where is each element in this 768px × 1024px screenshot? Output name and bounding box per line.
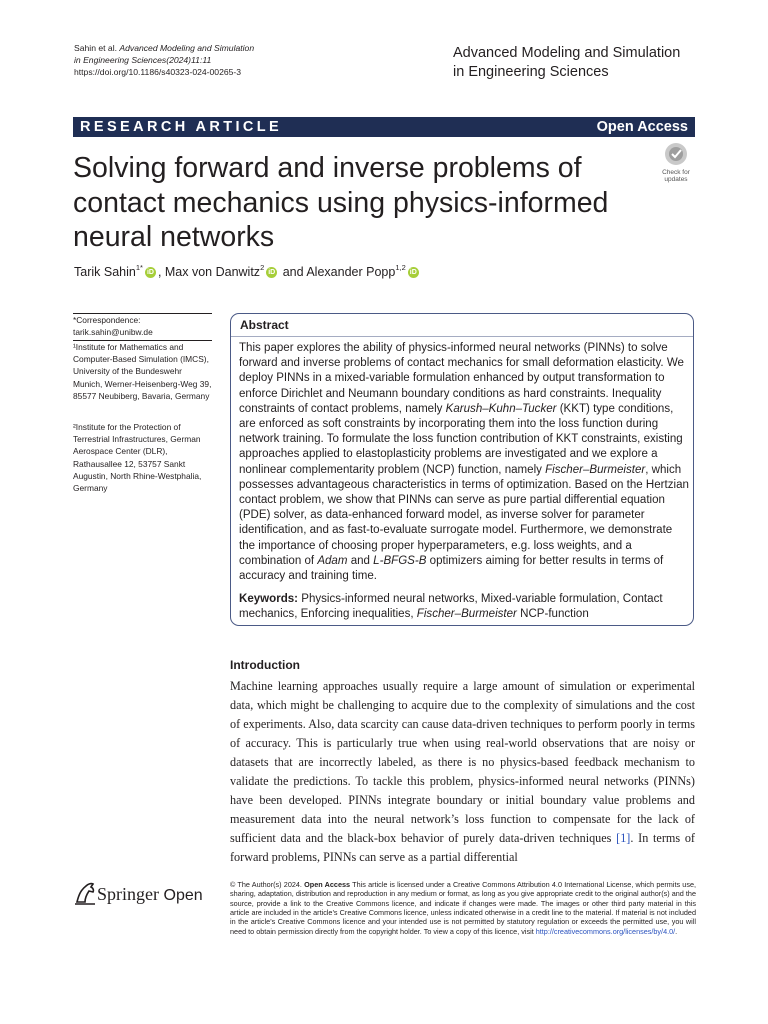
author-list: [74, 265, 421, 279]
keywords-text: Physics-informed neural networks, Mixed-variable formulation, Contact mechanics, Enforcing inequalities,: [239, 593, 663, 621]
journal-name-line2: in Engineering Sciences: [453, 64, 609, 80]
abstract-term: Adam: [317, 554, 348, 567]
springer-horse-icon: [73, 880, 97, 906]
license-body: This article is licensed under a Creative Commons Attribution 4.0 International License, which permits use, sharing, adaptation, distribution and reproduction in any medium or format, as long as you give appropriate credit to the original author(s) and the source, provide a link to the Creative Commons licence, and indicate if changes were made. The images or other third party material in this article are included in the article’s Creative Commons licence, unless indicated otherwise in a credit line to the material. If material is not included in the article’s Creative Commons licence and your intended use is not permitted by statutory regulation or exceeds the permitted use, you will need to obtain permission directly from the copyright holder. To view a copy of this licence, visit: [230, 880, 697, 936]
abstract-text-part: , which possesses advantageous characteristics in terms of optimization. Based on the Hertzian contact problem, we show that PINNs can serve as pure partial differential equation (PDE) solver, as data-enhanced forward model, as inverse solver for parameter identification, and as fast-to-evaluate surrogate model. Furthermore, we demonstrate the importance of choosing proper hyperparameters, e.g. loss weights, and a combination of: [239, 463, 689, 567]
introduction-text: [230, 677, 695, 867]
intro-text-part: Machine learning approaches usually require a large amount of simulation or experimental data, which might be challenging to acquire due to the complexity of simulations and the cost of experiments. Also, data scarcity can cause data-driven techniques to perform poorly in terms of accuracy. This is particularly true when using real-world observations that are noisy or datasets that are incorrectly labeled, as there is no physics-based feedback mechanism to validate the predictions. To tackle this problem, physics-informed neural networks (PINNs) have been developed. PINNs integrate boundary or initial boundary value problems and measurement data into the neural network’s loss function to compensate for the lack of sufficient data and the black-box behavior of purely data-driven techniques: [230, 679, 695, 845]
keywords-term: Fischer–Burmeister: [416, 608, 517, 621]
keywords: [239, 592, 689, 623]
keywords-label: Keywords:: [239, 593, 299, 605]
doi-link[interactable]: https://doi.org/10.1186/s40323-024-00265-3: [74, 67, 242, 77]
journal-name: [453, 44, 713, 82]
intro-text-part: . In terms of forward problems, PINNs can serve as a partial differential: [230, 830, 695, 864]
citation-volume: in Engineering Sciences(2024)11:11: [74, 55, 212, 65]
citation-journal: Advanced Modeling and Simulation: [119, 43, 255, 53]
abstract-divider: [231, 336, 693, 337]
citation-block: [74, 42, 334, 78]
keywords-tail: NCP-function: [516, 608, 589, 621]
author-name[interactable]: , Max von Danwitz: [157, 265, 261, 279]
abstract-text-part: and: [347, 554, 374, 567]
springer-wordmark: [97, 884, 203, 905]
orcid-icon[interactable]: iD: [409, 269, 417, 277]
journal-name-line1: Advanced Modeling and Simulation: [453, 45, 681, 61]
license-copyright: © The Author(s) 2024.: [230, 880, 305, 889]
correspondence-email[interactable]: tarik.sahin@unibw.de: [73, 327, 153, 338]
abstract-text-part: This paper explores the ability of physics-informed neural networks (PINNs) to solve forward and inverse problems of contact mechanics for small deformation elasticity. We deploy PINNs in a mixed-variable formulation enhanced by output transformation to enforce Dirichlet and Neumann boundary conditions as hard constraints. Inequality constraints of contact problems, namely: [239, 342, 684, 415]
author-name[interactable]: and Alexander Popp: [279, 265, 396, 279]
brand-open: Open: [163, 887, 203, 904]
abstract-term: Karush–Kuhn–Tucker: [445, 402, 557, 415]
affiliation-1: ¹Institute for Mathematics and Computer-Based Simulation (IMCS), University of the Bundeswehr Munich, Werner-Heisenberg-Weg 39, 85577 Neubiberg, Bavaria, Germany: [73, 342, 212, 401]
license-end: .: [675, 926, 678, 936]
crossmark-label: [656, 169, 696, 183]
abstract-text-part: optimizers aiming for better results in terms of accuracy and training time.: [239, 554, 664, 583]
correspondence-label: *Correspondence:: [73, 315, 141, 325]
springer-open-logo: [73, 880, 218, 908]
article-title: Solving forward and inverse problems of contact mechanics using physics-informed neural networks: [73, 152, 609, 253]
reference-link[interactable]: [1]: [616, 830, 631, 845]
license-open-access: Open Access: [304, 880, 351, 889]
abstract-term: L-BFGS-B: [373, 554, 427, 567]
brand-springer: Springer: [97, 884, 159, 904]
abstract-text: [239, 341, 689, 584]
citation-prefix: Sahin et al.: [74, 43, 120, 53]
abstract-term: Fischer–Burmeister: [545, 463, 646, 476]
article-type: RESEARCH ARTICLE: [80, 119, 283, 135]
crossmark-label-line1: Check for: [662, 169, 690, 176]
orcid-icon[interactable]: iD: [146, 269, 154, 277]
author-affiliation-marker: 2: [260, 263, 265, 272]
crossmark-icon: [656, 141, 696, 169]
author-affiliation-marker: 1,2: [395, 263, 406, 272]
author-affiliation-marker: 1*: [135, 263, 143, 272]
author-name[interactable]: Tarik Sahin: [74, 265, 136, 279]
license-text: [230, 880, 696, 936]
open-access-label: Open Access: [596, 119, 688, 135]
section-heading-introduction: Introduction: [230, 658, 300, 672]
abstract-text-part: (KKT) type conditions, are enforced as soft constraints by incorporating them into the loss function during network training. To formulate the loss function contribution of KKT constraints, existing approaches applied to elastoplasticity problems are investigated and we explore a nonlinear complementarity problem (NCP) function, namely: [239, 402, 683, 476]
correspondence-block: [73, 314, 213, 338]
orcid-icon[interactable]: iD: [268, 269, 276, 277]
abstract-heading: Abstract: [240, 318, 289, 332]
affiliation-2: ²Institute for the Protection of Terrestrial Infrastructures, German Aerospace Center (DLR), Rathausallee 12, 53757 Sankt Augustin, North Rhine-Westphalia, Germany: [73, 422, 202, 494]
check-for-updates-button[interactable]: [656, 141, 696, 181]
crossmark-label-line2: updates: [664, 176, 688, 183]
license-link[interactable]: http://creativecommons.org/licenses/by/4.0/: [535, 926, 676, 936]
